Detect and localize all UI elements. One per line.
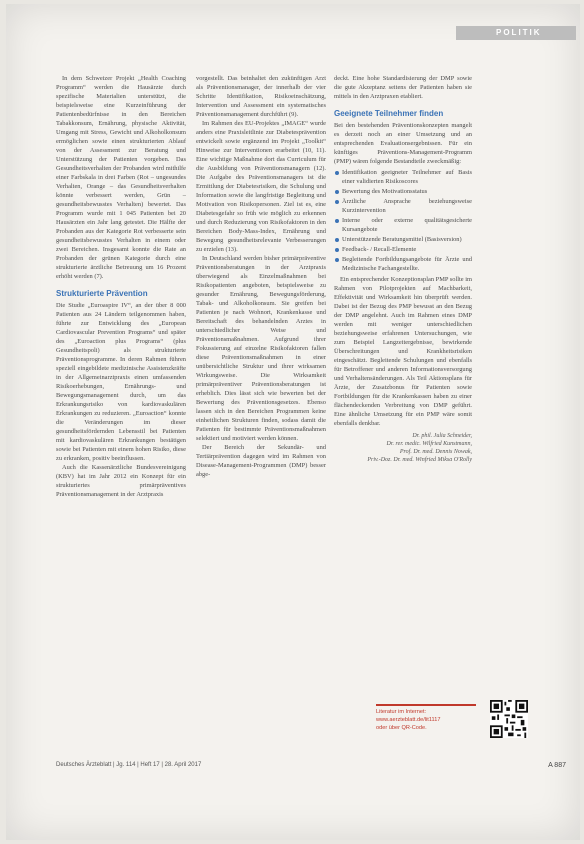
column-1 — [56, 74, 186, 499]
paragraph: vorgestellt. Das beinhaltet den zukünftigen Arzt als Präventionsmanager, der innerhalb der vier Schritte Identifikation, Risikoeinschätzung, Intervention und Assessment ein systematisches Präventionsmanagement durchführt (9). — [196, 75, 326, 118]
list-item: Unterstützende Beratungsmittel (Basisversion) — [334, 235, 472, 244]
bullet-list — [334, 168, 472, 273]
author: Priv.-Doz. Dr. med. Winfried Miksa O'Rolly — [367, 457, 472, 463]
literature-label: Literatur im Internet: — [376, 709, 427, 715]
list-item: Interne oder externe qualitätsgesicherte Kursangebote — [334, 216, 472, 234]
paragraph: Bei den bestehenden Präventionskonzepten mangelt es derzeit noch an einer Umsetzung und an entsprechenden Evaluationsergebnissen. Für ein künftiges Präventions-Management-Programm (PMP) wären folgende Bestandteile zweckmäßig: — [334, 122, 472, 165]
paragraph: In Deutschland werden bisher primärpräventive Präventionsberatungen in der Arztpraxis überwiegend als Einzelmaßnahmen bei Risikopatienten angeboten, beispielsweise zu gesunder Ernährung, Bewegungsförderung, Tabak- und Alkoholkonsum. Sie greifen bei Patienten je nach Wohnort, Krankenkasse und Bereitschaft des behandelnden Arztes in unterschiedlicher Weise und Präventionsmaßnahmen. Aufgrund ihrer Fokussierung auf einzelne Risikofaktoren fallen diese Präventionsmaßnahmen in einer unübersichtliche Struktur und ihrer wirksamen Wirkungsweise. Die Wirksamkeit primärpräventiver Präventionsberatungen ist erheblich. Dies lässt sich wie bewerten bei der Bewertung des Präventionsgesetzes. Ebenso lassen sich in den Bereichen Programmen keine einheitlichen Strukturen finden, sodass damit die Patienten für bestimmte Präventionsmaßnahmen selektiert und motiviert werden können. — [196, 255, 326, 442]
list-item: Begleitende Fortbildungsangebote für Ärzte und Medizinische Fachangestellte. — [334, 255, 472, 273]
list-item: Ärztliche Ansprache beziehungsweise Kurzintervention — [334, 197, 472, 215]
paragraph: deckt. Eine hohe Standardisierung der DMP sowie die gute Akzeptanz seitens der Patienten haben sie mittels in den Arztpraxen etabliert. — [334, 75, 472, 100]
list-item: Feedback- / Recall-Elemente — [334, 245, 472, 254]
author: Dr. rer. medic. Wilfried Kunstmann, — [386, 441, 472, 447]
journal-citation: Deutsches Ärzteblatt | Jg. 114 | Heft 17 | 28. April 2017 — [56, 762, 202, 768]
column-3 — [334, 74, 472, 464]
paragraph: Auch die Kassenärztliche Bundesvereinigung (KBV) hat im Jahr 2012 ein Konzept für ein strukturiertes primärpräventives Präventionsmanagement in der Arztpraxis — [56, 464, 186, 498]
subheading: Geeignete Teilnehmer finden — [334, 109, 444, 118]
section-label: POLITIK — [456, 26, 576, 40]
author: Prof. Dr. med. Dennis Nowak, — [399, 449, 472, 455]
paragraph: Die Studie „Euroaspire IV“, an der über 8 000 Patienten aus 24 Ländern teilgenommen haben, führte zur Entwicklung des „European Cardiovascular Prevention Programs“ und später des „Euroaction plus Programs“ (plus Gesundheitspoli) als strukturierte Präventionsprogramme. In deren Rahmen führen speziell eingebildete medizinische Assistenzkräfte in der Allgemeinarztpraxis einen umfassenden Risikoerhebungen, Ernährungs- und Bewegungsmanagement durch, um das Erkrankungsrisiko von kardiovaskulären Erkrankungen zu reduzieren. „Euroaction“ konnte die Veränderungen im dieser gesundheitsfördernden Lebensstil bei Patienten mit kardiovaskulären Erkrankungen bestätigen sowie bei Patienten mit einem hohen Risiko, diese zu erkranken, positiv beeinflussen. — [56, 302, 186, 462]
page-number: A 887 — [548, 762, 566, 769]
column-2 — [196, 74, 326, 479]
literature-url[interactable]: www.aerzteblatt.de/lit1117 — [376, 717, 441, 723]
qr-code-icon[interactable] — [490, 700, 528, 738]
literature-link-box[interactable] — [376, 704, 476, 740]
subheading: Strukturierte Prävention — [56, 289, 148, 298]
page-footer — [56, 762, 566, 774]
paragraph: In dem Schweizer Projekt „Health Coaching Programm“ werden die Hausärzte durch spezifische Materialien unterstützt, die beispielsweise eine Kurzeinführung der Patientenbedürfnisse in den Bereichen Tabakkonsum, Ernährung, physische Aktivität, Umgang mit Stress, Gewicht und Alkoholkonsum ermöglichen sowie einen strukturierten Ablauf von der Assessment zur Beratung und Unterstützung der Patienten vorgeben. Das Gesundheitsverhalten der Probanden wird mithilfe einer Farbskala in drei Farben (Rot – ungesundes Verhalten, Orange – das Gesundheitsverhalten könnte verbessert werden, Grün – gesundheitsbewusstes Verhalten) bewertet. Das Programm wurde mit 1 045 Patienten bei 20 Hausärzten ein Jahr lang getestet. Die Hälfte der Probanden aus der Kategorie Rot verbesserte sein gesundheitsbewusstes Verhalten in einem oder zwei Bereichen. Insgesamt konnte die Rate an Probanden der grünen Kategorie durch eine strukturierte ärztliche Betreuung um 16 Prozent erhöht werden (7). — [56, 75, 186, 280]
literature-qr-hint: oder über QR-Code. — [376, 725, 427, 731]
paragraph: Im Rahmen des EU-Projektes „IMAGE“ wurde anders eine Praxisleitlinie zur Diabetesprävention entwickelt sowie ergänzend im Projekt „Toolkit“ Hinweise zur Interventionen erarbeitet (10, 11). Eine wichtige Maßnahme dort das Curriculum für die Ausbildung von Präventionsmanagern (12). Die Aufgabe des Präventionsmanagers ist die Ermittlung der Diabetesrisiken, die Schulung und Information sowie die langfristige Begleitung und Motivation von Risikopersonen. Ziel ist es, eine Diabetesgefahr so früh wie möglich zu erkennen und durch Reduzierung von Risikofaktoren in den Bereichen Body-Mass-Index, Ernährung und Bewegung gesundheitsrelevante Verbesserungen zu erzielen (13). — [196, 120, 326, 253]
author: Dr. phil. Julia Schneider, — [412, 433, 472, 439]
page — [6, 4, 580, 840]
paragraph: Ein entsprechender Konzeptionsplan PMP sollte im Rahmen von Pilotprojekten auf Machbarkeit, Effektivität und Wirksamkeit hin überprüft werden. Dabei ist der Bezug des PMP bewusst an den Bezug der DMP angelehnt. Auch im Rahmen eines DMP werden mit weniger unterschiedlichen beziehungsweise erfahrenen Untersuchungen, wie zum Beispiel Langzeitergebnisse, bewirkende Überschreitungen und Krankheitsrisiken eingeschätzt. Begleitende Schulungen und ebenfalls für Betroffener und anderen Informationsversorgung und Verhaltensänderungen. Als Teil Aktionsplans für Ärzte, der Zusatzbonus für Patienten sowie Fortbildungen für die Krankenkassen haben zu einer flächendeckenden Verbreitung von DMP geführt. Eine ähnliche Umsetzung für ein PMP wäre somit ebenfalls denkbar. — [334, 276, 472, 427]
list-item: Bewertung des Motivationsstatus — [334, 187, 472, 196]
author-list — [334, 432, 472, 464]
paragraph: Der Bereich der Sekundär- und Tertiärprävention dagegen wird im Rahmen von Disease-Management-Programmen (DMP) besser abge- — [196, 444, 326, 478]
list-item: Identifikation geeigneter Teilnehmer auf Basis einer validierten Risikoscores — [334, 168, 472, 186]
